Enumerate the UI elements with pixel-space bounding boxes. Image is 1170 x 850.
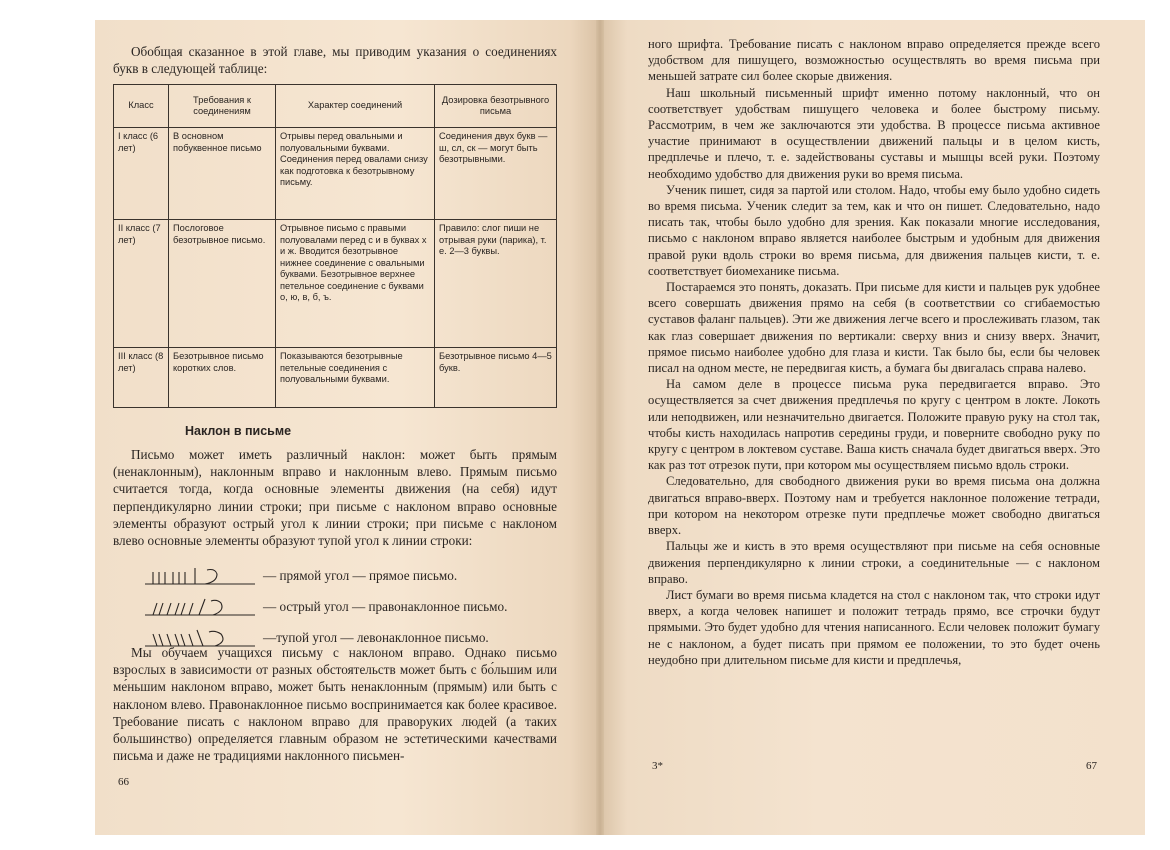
table-header-cell: Дозировка безотрывного письма xyxy=(435,85,557,128)
right-slant-writing-sample-icon xyxy=(145,597,257,619)
table-cell: I класс (6 лет) xyxy=(114,128,169,220)
signature-mark: 3* xyxy=(652,760,663,772)
paragraph: Наш школьный письменный шрифт именно потому наклонный, что он соответствует удобствам пишущего человека и более быстрому письму. Рассмотрим, в чем же заключаются эти удобства. В процессе письма активное участие принимают в осуществлении движений пальцы и в целом кисть, предплечье и плечо, т. е. задействованы суставы и мышцы всей руки. Поэтому необходимо удобство для движения руки во время письма. xyxy=(648,85,1100,181)
example-label: —тупой угол — левонаклонное письмо. xyxy=(263,630,489,645)
slant-paragraph: Письмо может иметь различный наклон: может быть прямым (ненаклонным), наклонным вправо и наклонным влево. Прямым письмо считается тогда, когда основные элементы движения (на себя) идут перпендикулярно линии строки; при письме с наклоном вправо основные элементы образуют острый угол к линии строки; при письме с наклоном влево основные элементы образуют тупой угол к линии строки: xyxy=(113,447,557,549)
connections-table xyxy=(113,84,557,408)
example-label: — прямой угол — прямое письмо. xyxy=(263,568,458,583)
straight-slant-example xyxy=(145,566,565,588)
table-cell: Безотрывное письмо 4—5 букв. xyxy=(435,348,557,408)
paragraph: Постараемся это понять, доказать. При письме для кисти и пальцев рук удобнее всего совершать движения прямо на себя (в соответствии со сгибаемостью суставов фаланг пальцев). Эти же движения легче всего и прослеживать глазом, так как глаз совершает движения по вертикали: сверху вниз и снизу вверх. Значит, прямое письмо наиболее удобно для глаза и кисти. Так было бы, если бы человек писал на одном месте, не передвигая кисть, а бумага бы двигалась справа налево. xyxy=(648,280,1100,376)
table-row xyxy=(114,348,557,408)
book-spine xyxy=(596,20,604,835)
paragraph: Следовательно, для свободного движения руки во время письма она должна двигаться вправо-вверх. Поэтому нам и требуется наклонное положение тетради, при котором на некотором отрезке пути предплечье может свободно двигаться вверх. xyxy=(648,474,1100,538)
table-header-cell: Требования к соединениям xyxy=(169,85,276,128)
table-cell: Послоговое безотрывное письмо. xyxy=(169,220,276,348)
table-header-cell: Класс xyxy=(114,85,169,128)
slant-paragraph-continued: Мы обучаем учащихся письму с наклоном вправо. Однако письмо взрослых в зависимости от разных обстоятельств может быть с бо́льшим или ме́ньшим наклоном вправо, может быть ненаклонным (прямым) или быть с наклоном влево. Правонаклонное письмо воспринимается как более красивое. Требование писать с наклоном вправо для праворуких людей (а таких большинство) определяется главным образом не эстетическими качествами письма и даже не традициями наклонного письмен- xyxy=(113,645,557,764)
table-row xyxy=(114,128,557,220)
right-slant-example xyxy=(145,597,565,619)
table-header-row xyxy=(114,85,557,128)
paragraph: Лист бумаги во время письма кладется на стол с наклоном так, что строки идут вверх, а когда человек напишет и положит тетрадь прямо, все строчки будут прямыми. Это будет удобно для чтения написанного. Если человек положит бумагу не с наклоном, а будет писать при прямом ее положении, то это будет очень неудобно при длительном письме для кисти и предплечья, xyxy=(648,587,1100,667)
paragraph: На самом деле в процессе письма рука передвигается вправо. Это осуществляется за счет движения предплечья по кругу с центром в локте. Локоть или неподвижен, или незначительно двигается. Положите правую руку на стол так, чтобы кисть находилась напротив середины груди, и поверните свободно руку по кругу с центром в локтевом суставе. Ваша кисть сначала будет двигаться вверх. Это как раз тот отрезок пути, при котором мы осуществляем письмо вдоль строки. xyxy=(648,377,1100,473)
intro-paragraph: Обобщая сказанное в этой главе, мы приводим указания о соединениях букв в следующей таблице: xyxy=(113,44,557,77)
table-cell: Отрывное письмо с правыми полуовалами перед с и в буквах х и ж. Вводится безотрывное нижнее соединение с овальными буквами. Безотрывное верхнее петельное соединение с буквами о, ю, в, б, ъ. xyxy=(276,220,435,348)
paragraph: Ученик пишет, сидя за партой или столом. Надо, чтобы ему было удобно сидеть во время письма. Ученик следит за тем, как и что он пишет. Следовательно, надо писать так, чтобы было удобно для зрения. Как показали многие исследования, письмо с наклоном вправо является наиболее быстрым и удобным для движения правой руки вдоль строки во время письма, для движения пальцев кисти, т. е. соответствует биомеханике письма. xyxy=(648,182,1100,278)
table-cell: Правило: слог пиши не отрывая руки (парика), т. е. 2—3 буквы. xyxy=(435,220,557,348)
table-cell: Соединения двух букв — ш, сл, ск — могут быть безотрывными. xyxy=(435,128,557,220)
table-cell: В основном побуквенное письмо xyxy=(169,128,276,220)
straight-writing-sample-icon xyxy=(145,566,257,588)
table-header-cell: Характер соединений xyxy=(276,85,435,128)
table-cell: Показываются безотрывные петельные соединения с полуовальными буквами. xyxy=(276,348,435,408)
table-cell: III класс (8 лет) xyxy=(114,348,169,408)
page-number-left: 66 xyxy=(118,776,129,788)
table-row xyxy=(114,220,557,348)
right-page-text xyxy=(648,36,1100,668)
paragraph: Пальцы же и кисть в это время осуществляют при письме на себя основные движения перпендикулярно к линии строки, а соединительные — с наклоном вправо. xyxy=(648,539,1100,586)
page-number-right: 67 xyxy=(1086,760,1097,772)
section-heading: Наклон в письме xyxy=(185,424,292,438)
example-label: — острый угол — правонаклонное письмо. xyxy=(263,599,508,614)
table-cell: II класс (7 лет) xyxy=(114,220,169,348)
paragraph: ного шрифта. Требование писать с наклоном вправо определяется прежде всего удобством для пишущего, возможностью осуществлять во время письма при меньшей затрате сил более скорые движения. xyxy=(648,37,1100,84)
table-cell: Безотрывное письмо коротких слов. xyxy=(169,348,276,408)
table-cell: Отрывы перед овальными и полуовальными буквами. Соединения перед овалами снизу как подготовка к безотрывному письму. xyxy=(276,128,435,220)
